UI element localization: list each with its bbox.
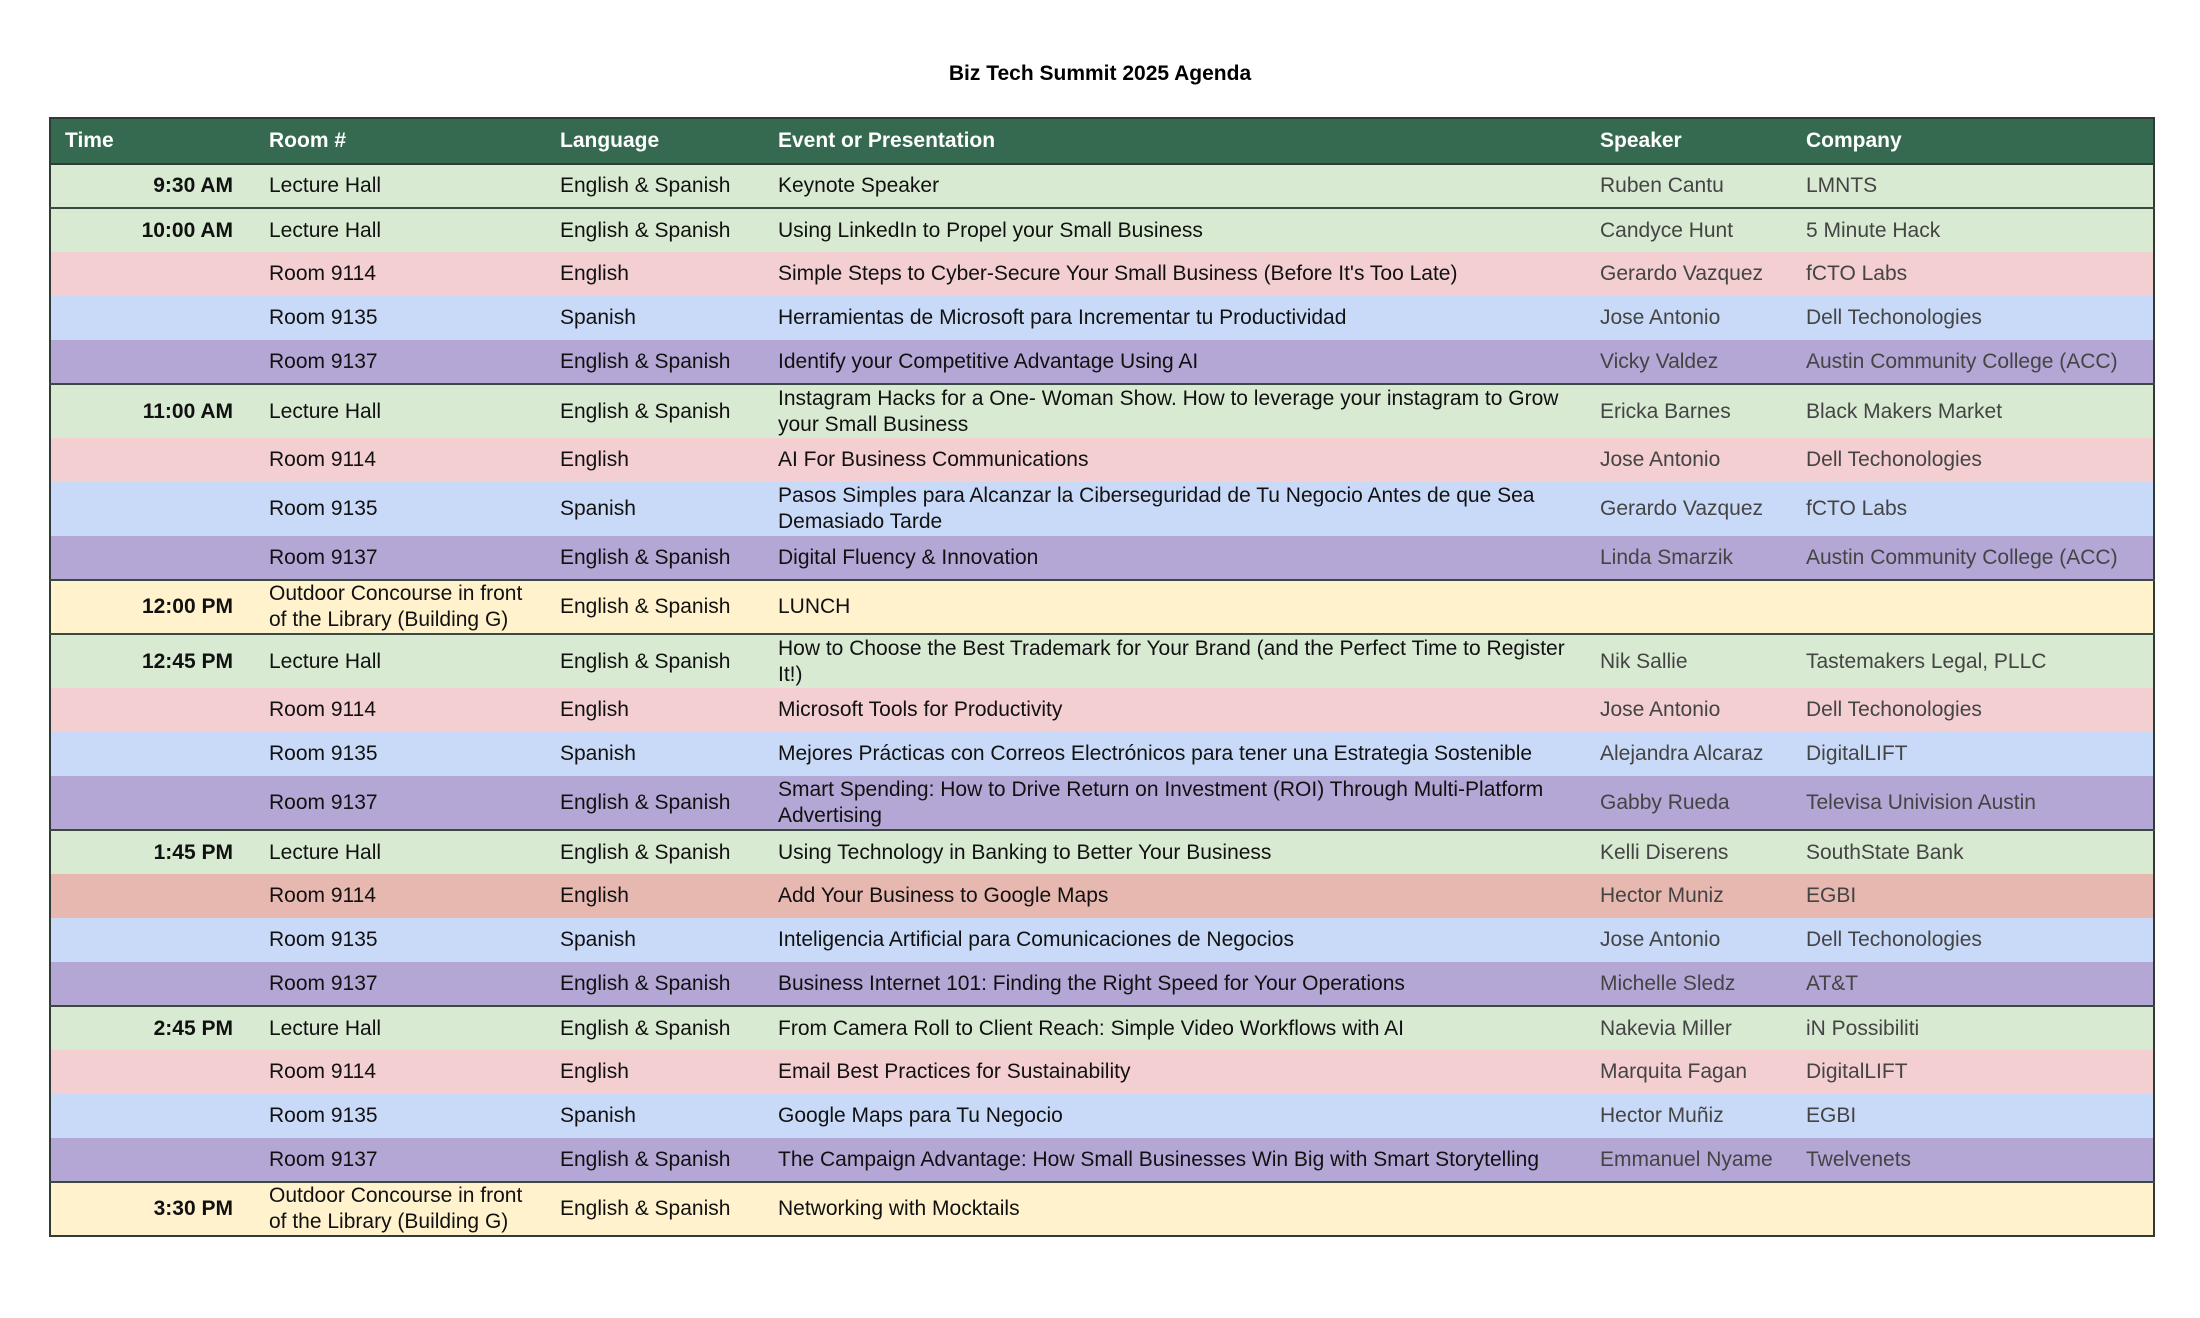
cell-speaker: Nik Sallie xyxy=(1586,634,1792,688)
cell-time xyxy=(50,438,255,482)
cell-event: Keynote Speaker xyxy=(764,164,1586,208)
table-row xyxy=(50,776,2154,830)
cell-company: Tastemakers Legal, PLLC xyxy=(1792,634,2154,688)
cell-language: English & Spanish xyxy=(546,536,764,580)
cell-speaker: Nakevia Miller xyxy=(1586,1006,1792,1050)
table-row xyxy=(50,208,2154,252)
cell-event: Digital Fluency & Innovation xyxy=(764,536,1586,580)
cell-speaker: Candyce Hunt xyxy=(1586,208,1792,252)
cell-company: 5 Minute Hack xyxy=(1792,208,2154,252)
cell-company: Black Makers Market xyxy=(1792,384,2154,438)
table-header xyxy=(50,118,2154,164)
cell-time xyxy=(50,536,255,580)
cell-company: Dell Techonologies xyxy=(1792,918,2154,962)
cell-time: 11:00 AM xyxy=(50,384,255,438)
table-row xyxy=(50,962,2154,1006)
cell-event: Inteligencia Artificial para Comunicaciones de Negocios xyxy=(764,918,1586,962)
cell-event: Simple Steps to Cyber-Secure Your Small Business (Before It's Too Late) xyxy=(764,252,1586,296)
cell-room: Room 9114 xyxy=(255,438,546,482)
cell-time xyxy=(50,252,255,296)
cell-company: SouthState Bank xyxy=(1792,830,2154,874)
cell-time: 2:45 PM xyxy=(50,1006,255,1050)
table-row xyxy=(50,1138,2154,1182)
cell-event: Instagram Hacks for a One- Woman Show. How to leverage your instagram to Grow your Small Business xyxy=(764,384,1586,438)
cell-language: English & Spanish xyxy=(546,1182,764,1236)
cell-speaker xyxy=(1586,1182,1792,1236)
cell-time xyxy=(50,1138,255,1182)
cell-speaker: Emmanuel Nyame xyxy=(1586,1138,1792,1182)
cell-speaker: Alejandra Alcaraz xyxy=(1586,732,1792,776)
table-row xyxy=(50,732,2154,776)
table-row xyxy=(50,688,2154,732)
cell-language: English xyxy=(546,1050,764,1094)
cell-company: iN Possibiliti xyxy=(1792,1006,2154,1050)
cell-company xyxy=(1792,580,2154,634)
header-speaker: Speaker xyxy=(1586,118,1792,164)
table-body xyxy=(50,164,2154,1236)
cell-company: EGBI xyxy=(1792,1094,2154,1138)
cell-company: Dell Techonologies xyxy=(1792,438,2154,482)
cell-time xyxy=(50,1094,255,1138)
header-company: Company xyxy=(1792,118,2154,164)
cell-time xyxy=(50,776,255,830)
cell-time xyxy=(50,732,255,776)
cell-time xyxy=(50,482,255,536)
cell-speaker: Kelli Diserens xyxy=(1586,830,1792,874)
cell-time xyxy=(50,296,255,340)
cell-event: Microsoft Tools for Productivity xyxy=(764,688,1586,732)
cell-company: Dell Techonologies xyxy=(1792,296,2154,340)
cell-event: Mejores Prácticas con Correos Electrónicos para tener una Estrategia Sostenible xyxy=(764,732,1586,776)
table-row xyxy=(50,164,2154,208)
cell-event: Herramientas de Microsoft para Incrementar tu Productividad xyxy=(764,296,1586,340)
cell-room: Room 9135 xyxy=(255,918,546,962)
cell-room: Room 9114 xyxy=(255,688,546,732)
cell-speaker: Marquita Fagan xyxy=(1586,1050,1792,1094)
cell-room: Lecture Hall xyxy=(255,1006,546,1050)
cell-speaker: Ericka Barnes xyxy=(1586,384,1792,438)
cell-time xyxy=(50,874,255,918)
table-row xyxy=(50,536,2154,580)
cell-room: Room 9135 xyxy=(255,482,546,536)
cell-language: Spanish xyxy=(546,1094,764,1138)
cell-event: Google Maps para Tu Negocio xyxy=(764,1094,1586,1138)
cell-room: Outdoor Concourse in front of the Library (Building G) xyxy=(255,580,546,634)
cell-room: Room 9137 xyxy=(255,1138,546,1182)
cell-room: Lecture Hall xyxy=(255,164,546,208)
cell-event: From Camera Roll to Client Reach: Simple Video Workflows with AI xyxy=(764,1006,1586,1050)
cell-speaker xyxy=(1586,580,1792,634)
cell-event: Using Technology in Banking to Better Your Business xyxy=(764,830,1586,874)
cell-room: Room 9137 xyxy=(255,536,546,580)
cell-time: 1:45 PM xyxy=(50,830,255,874)
cell-company: DigitalLIFT xyxy=(1792,1050,2154,1094)
cell-event: Email Best Practices for Sustainability xyxy=(764,1050,1586,1094)
table-row xyxy=(50,482,2154,536)
cell-language: English & Spanish xyxy=(546,384,764,438)
page-title: Biz Tech Summit 2025 Agenda xyxy=(948,62,1252,85)
cell-time xyxy=(50,340,255,384)
table-row xyxy=(50,340,2154,384)
cell-language: English & Spanish xyxy=(546,830,764,874)
header-time: Time xyxy=(50,118,255,164)
cell-event: The Campaign Advantage: How Small Businesses Win Big with Smart Storytelling xyxy=(764,1138,1586,1182)
cell-company: Dell Techonologies xyxy=(1792,688,2154,732)
cell-time: 3:30 PM xyxy=(50,1182,255,1236)
cell-speaker: Vicky Valdez xyxy=(1586,340,1792,384)
cell-company: LMNTS xyxy=(1792,164,2154,208)
cell-time: 12:45 PM xyxy=(50,634,255,688)
cell-company: AT&T xyxy=(1792,962,2154,1006)
cell-language: English & Spanish xyxy=(546,1006,764,1050)
cell-event: Identify your Competitive Advantage Using AI xyxy=(764,340,1586,384)
cell-room: Room 9137 xyxy=(255,776,546,830)
cell-room: Room 9135 xyxy=(255,732,546,776)
cell-speaker: Hector Muñiz xyxy=(1586,1094,1792,1138)
cell-event: How to Choose the Best Trademark for Your Brand (and the Perfect Time to Register It!) xyxy=(764,634,1586,688)
cell-speaker: Ruben Cantu xyxy=(1586,164,1792,208)
cell-speaker: Michelle Sledz xyxy=(1586,962,1792,1006)
cell-room: Lecture Hall xyxy=(255,830,546,874)
cell-language: Spanish xyxy=(546,482,764,536)
cell-time xyxy=(50,688,255,732)
cell-speaker: Gerardo Vazquez xyxy=(1586,252,1792,296)
table-row xyxy=(50,252,2154,296)
table-row xyxy=(50,1006,2154,1050)
cell-language: English & Spanish xyxy=(546,164,764,208)
cell-language: English & Spanish xyxy=(546,776,764,830)
table-row xyxy=(50,830,2154,874)
cell-event: AI For Business Communications xyxy=(764,438,1586,482)
table-row xyxy=(50,918,2154,962)
cell-room: Lecture Hall xyxy=(255,634,546,688)
cell-event: Add Your Business to Google Maps xyxy=(764,874,1586,918)
cell-event: Using LinkedIn to Propel your Small Business xyxy=(764,208,1586,252)
cell-language: English xyxy=(546,874,764,918)
table-row xyxy=(50,438,2154,482)
cell-time xyxy=(50,962,255,1006)
cell-company: Austin Community College (ACC) xyxy=(1792,536,2154,580)
cell-language: Spanish xyxy=(546,732,764,776)
cell-language: Spanish xyxy=(546,918,764,962)
cell-room: Outdoor Concourse in front of the Library (Building G) xyxy=(255,1182,546,1236)
cell-speaker: Jose Antonio xyxy=(1586,438,1792,482)
cell-time xyxy=(50,918,255,962)
cell-room: Room 9135 xyxy=(255,296,546,340)
cell-room: Room 9114 xyxy=(255,874,546,918)
cell-speaker: Jose Antonio xyxy=(1586,918,1792,962)
table-row xyxy=(50,1094,2154,1138)
cell-language: Spanish xyxy=(546,296,764,340)
cell-room: Lecture Hall xyxy=(255,208,546,252)
cell-room: Room 9137 xyxy=(255,962,546,1006)
table-row xyxy=(50,634,2154,688)
cell-room: Room 9114 xyxy=(255,252,546,296)
cell-company: DigitalLIFT xyxy=(1792,732,2154,776)
cell-speaker: Hector Muniz xyxy=(1586,874,1792,918)
cell-language: English xyxy=(546,252,764,296)
cell-time: 10:00 AM xyxy=(50,208,255,252)
cell-speaker: Gabby Rueda xyxy=(1586,776,1792,830)
table-row xyxy=(50,384,2154,438)
cell-company: fCTO Labs xyxy=(1792,482,2154,536)
cell-company xyxy=(1792,1182,2154,1236)
cell-company: Austin Community College (ACC) xyxy=(1792,340,2154,384)
cell-language: English & Spanish xyxy=(546,962,764,1006)
header-event: Event or Presentation xyxy=(764,118,1586,164)
cell-event: Networking with Mocktails xyxy=(764,1182,1586,1236)
table-row xyxy=(50,580,2154,634)
cell-language: English xyxy=(546,688,764,732)
cell-language: English & Spanish xyxy=(546,634,764,688)
table-row xyxy=(50,1182,2154,1236)
cell-time: 12:00 PM xyxy=(50,580,255,634)
table-row xyxy=(50,874,2154,918)
cell-language: English & Spanish xyxy=(546,340,764,384)
table-row xyxy=(50,1050,2154,1094)
cell-company: EGBI xyxy=(1792,874,2154,918)
cell-room: Lecture Hall xyxy=(255,384,546,438)
cell-speaker: Jose Antonio xyxy=(1586,296,1792,340)
agenda-table xyxy=(49,117,2155,1237)
cell-room: Room 9114 xyxy=(255,1050,546,1094)
cell-room: Room 9135 xyxy=(255,1094,546,1138)
cell-time xyxy=(50,1050,255,1094)
table-row xyxy=(50,296,2154,340)
cell-speaker: Jose Antonio xyxy=(1586,688,1792,732)
cell-language: English & Spanish xyxy=(546,1138,764,1182)
header-room: Room # xyxy=(255,118,546,164)
cell-company: Twelvenets xyxy=(1792,1138,2154,1182)
cell-event: Smart Spending: How to Drive Return on Investment (ROI) Through Multi-Platform Advertising xyxy=(764,776,1586,830)
cell-event: LUNCH xyxy=(764,580,1586,634)
cell-event: Pasos Simples para Alcanzar la Ciberseguridad de Tu Negocio Antes de que Sea Demasiado Tarde xyxy=(764,482,1586,536)
cell-language: English & Spanish xyxy=(546,580,764,634)
cell-event: Business Internet 101: Finding the Right Speed for Your Operations xyxy=(764,962,1586,1006)
cell-language: English & Spanish xyxy=(546,208,764,252)
cell-room: Room 9137 xyxy=(255,340,546,384)
cell-company: fCTO Labs xyxy=(1792,252,2154,296)
cell-speaker: Gerardo Vazquez xyxy=(1586,482,1792,536)
cell-time: 9:30 AM xyxy=(50,164,255,208)
header-language: Language xyxy=(546,118,764,164)
cell-speaker: Linda Smarzik xyxy=(1586,536,1792,580)
cell-language: English xyxy=(546,438,764,482)
cell-company: Televisa Univision Austin xyxy=(1792,776,2154,830)
